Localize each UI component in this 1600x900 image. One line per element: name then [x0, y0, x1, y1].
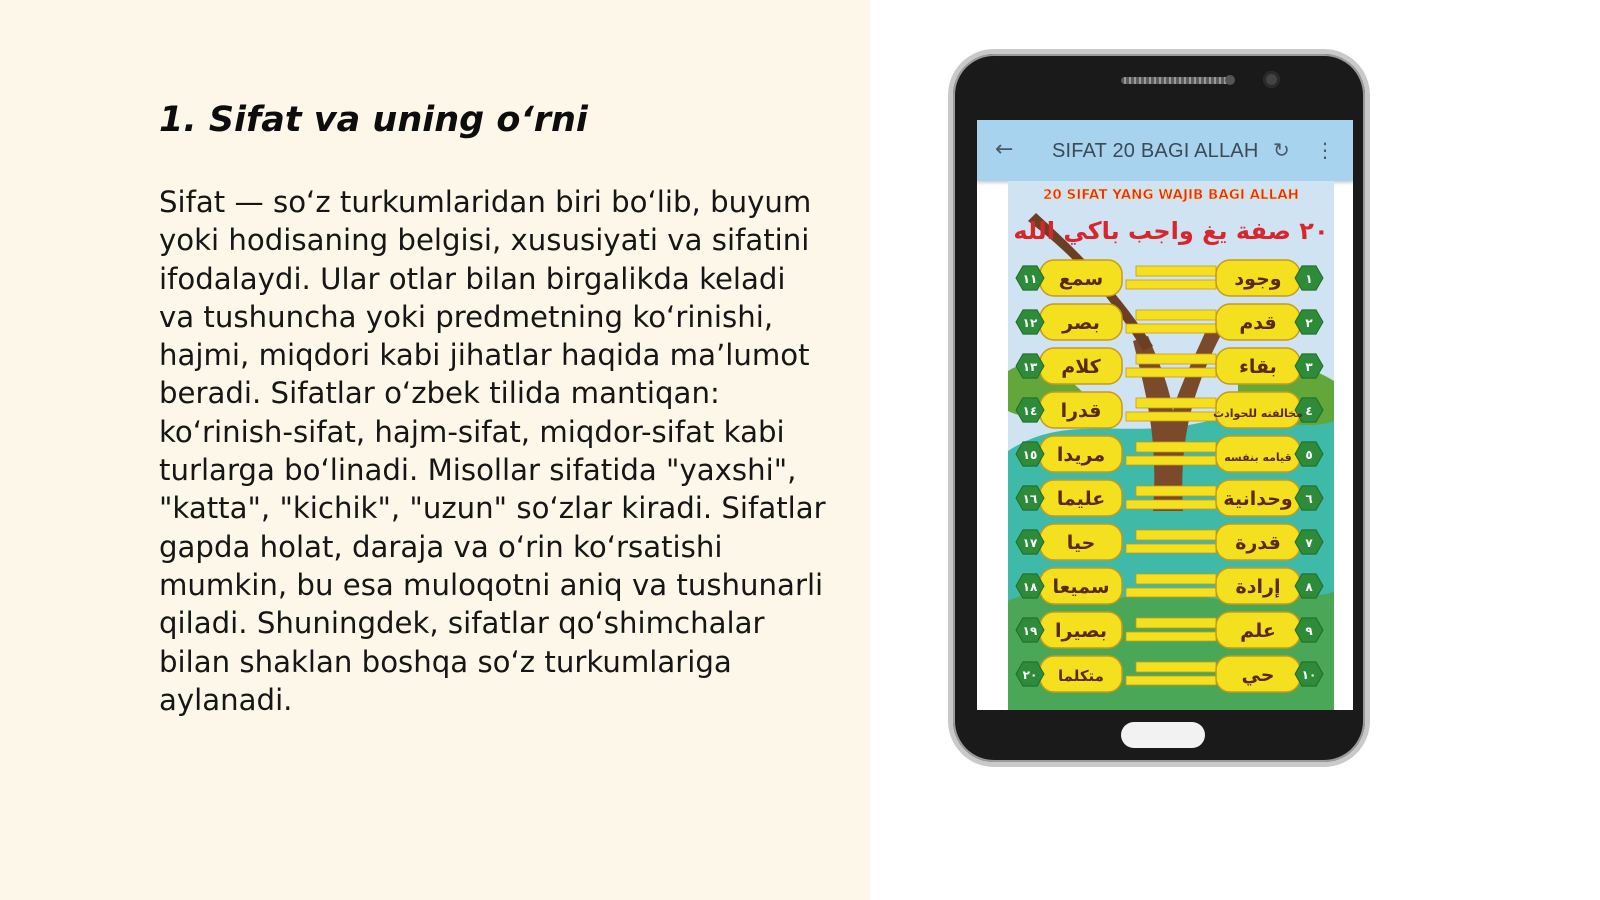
phone-home-button[interactable]	[1121, 722, 1205, 748]
poster-left-word: بصر	[1062, 312, 1100, 334]
poster-right-number: ١٠	[1301, 668, 1317, 682]
slide-body-text: Sifat — so‘z turkumlaridan biri bo‘lib, buyum yoki hodisaning belgisi, xususiyati va sifatini ifodalaydi. Ular otlar bilan birgalikda keladi va tushuncha yoki predmetning ko‘rinishi, hajmi, miqdori kabi jihatlar haqida ma’lumot beradi. Sifatlar o‘zbek tilida mantiqan: ko‘rinish-sifat, hajm-sifat, miqdor-sifat kabi turlarga bo‘linadi. Misollar sifatida "yaxshi", "katta", "kichik", "uzun" so‘zlar kiradi. Sifatlar gapda holat, daraja va o‘rin ko‘rsatishi mumkin, bu esa muloqotni aniq va tushunarli qiladi. Shuningdek, sifatlar qo‘shimchalar bilan shaklan boshqa so‘z turkumlariga aylanadi.	[159, 185, 826, 717]
phone-camera	[1263, 71, 1280, 88]
phone-sensor	[1225, 75, 1235, 85]
poster-left-number: ١٣	[1022, 360, 1038, 374]
poster-row-connector	[1126, 500, 1216, 509]
poster-row-connector	[1136, 310, 1216, 320]
poster-row-connector	[1136, 618, 1216, 628]
poster-row-connector	[1126, 676, 1216, 685]
poster-row-connector	[1136, 442, 1216, 452]
poster-left-word: عليما	[1056, 488, 1106, 510]
poster-row-connector	[1136, 574, 1216, 584]
poster-row-connector	[1126, 544, 1216, 553]
poster-row-connector	[1136, 486, 1216, 496]
poster-left-number: ١٦	[1022, 492, 1038, 506]
poster-right-word: قدرة	[1235, 532, 1281, 554]
poster-row-connector	[1136, 354, 1216, 364]
poster-right-word: علم	[1240, 620, 1276, 642]
poster-right-number: ٥	[1305, 448, 1313, 462]
poster-right-number: ٩	[1305, 624, 1313, 638]
phone-screen	[977, 120, 1353, 710]
poster-arabic-heading: ٢٠ صفة يغ واجب باكي الله	[1013, 217, 1329, 245]
poster-left-word: سميعا	[1052, 576, 1110, 598]
poster-right-word: وحدانية	[1223, 488, 1293, 510]
poster-row-connector	[1126, 588, 1216, 597]
poster-right-number: ٢	[1305, 316, 1313, 330]
more-vert-icon[interactable]: ⋮	[1315, 138, 1335, 162]
poster-left-number: ١٢	[1022, 316, 1038, 330]
poster-row-connector	[1126, 324, 1216, 333]
refresh-icon[interactable]: ↻	[1273, 138, 1290, 162]
poster-row-connector	[1126, 632, 1216, 641]
poster-banner: 20 SIFAT YANG WAJIB BAGI ALLAH	[1043, 187, 1299, 203]
slide-title: 1. Sifat va uning o‘rni	[159, 100, 588, 140]
poster-left-word: قدرا	[1060, 400, 1102, 422]
poster-right-word: بقاء	[1239, 356, 1277, 378]
poster-left-number: ١٧	[1022, 536, 1038, 550]
poster-row-connector	[1136, 662, 1216, 672]
phone-speaker	[1121, 77, 1231, 84]
poster-left-number: ١٩	[1022, 624, 1038, 638]
poster-right-number: ١	[1305, 272, 1313, 286]
poster-left-number: ١١	[1022, 272, 1038, 286]
poster-right-number: ٧	[1305, 536, 1313, 550]
poster-left-word: حيا	[1066, 532, 1096, 554]
poster-left-number: ٢٠	[1022, 668, 1038, 682]
poster-row-connector	[1126, 456, 1216, 465]
poster-row-connector	[1126, 412, 1216, 421]
poster-left-word: مريدا	[1056, 444, 1106, 466]
poster-right-word: حي	[1241, 664, 1275, 686]
poster-right-number: ٤	[1305, 404, 1313, 418]
poster-row-connector	[1136, 266, 1216, 276]
poster-left-number: ١٥	[1022, 448, 1038, 462]
poster-right-word: قدم	[1239, 312, 1277, 334]
arrow-left-icon[interactable]: ←	[995, 137, 1014, 162]
poster-right-word: إرادة	[1235, 576, 1281, 598]
poster-right-number: ٨	[1305, 580, 1313, 594]
poster-row-connector	[1126, 368, 1216, 377]
poster-row-connector	[1136, 530, 1216, 540]
poster-right-number: ٦	[1305, 492, 1313, 506]
poster-row-connector	[1136, 398, 1216, 408]
sifat-poster-image	[1008, 181, 1334, 710]
phone-mockup	[948, 49, 1370, 767]
poster-left-word: متكلما	[1058, 667, 1104, 685]
poster-right-word: مخالفته للحوادث	[1213, 407, 1303, 420]
poster-left-word: سمع	[1058, 268, 1104, 290]
poster-right-word: وجود	[1234, 268, 1282, 290]
poster-right-number: ٣	[1305, 360, 1313, 374]
poster-left-word: بصيرا	[1055, 620, 1107, 642]
poster-row-connector	[1126, 280, 1216, 289]
app-bar	[977, 120, 1353, 181]
poster-left-word: كلام	[1061, 356, 1101, 378]
poster-left-number: ١٨	[1022, 580, 1038, 594]
poster-left-number: ١٤	[1022, 404, 1038, 418]
app-bar-title: SIFAT 20 BAGI ALLAH	[1052, 140, 1259, 162]
poster-right-word: قيامه بنفسه	[1224, 451, 1292, 464]
